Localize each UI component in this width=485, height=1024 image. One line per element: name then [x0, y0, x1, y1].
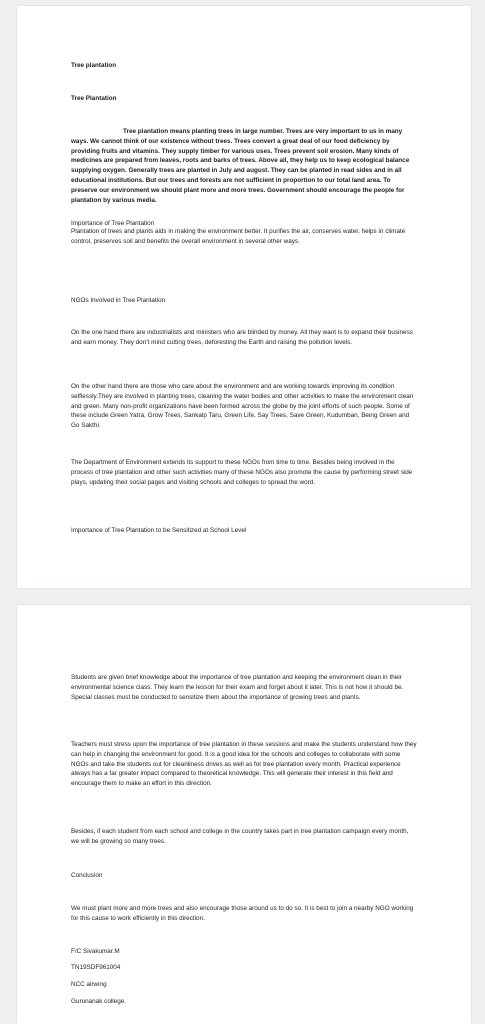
school-paragraph-3: Besides, if each student from each school and college in the country takes part in tree plantation campaign every month, we will be growing so many trees.	[71, 828, 409, 845]
heading-conclusion: Conclusion	[71, 872, 103, 879]
heading-importance: Importance of Tree Plantation	[71, 220, 155, 227]
intro-paragraph: Tree plantation means planting trees in large number. Trees are very important to us in many ways. We cannot think of our existence without trees. Trees convert a great deal of our food deficiency by providing fruits and vitamins. They supply timber for various uses. Trees prevent soil erosion. Many kinds of medicines are prepared from leaves, roots and barks of trees. Above all, they help us to keep ecological balance supplying oxygen. Generally trees are planted in July and august. They can be planted in read sides and in all educational institutions. But our trees and forests are not sufficient in proportion to our total land area. To preserve our environment we should plant more and more trees. Government should encourage the people for plantation by various media.	[71, 128, 410, 204]
importance-body: Plantation of trees and plants aids in making the environment better. It purifies the air, conserves water, helps in climate control, preserves soil and benefits the overall environment in several other ways.	[71, 228, 406, 245]
doc-subtitle: Tree Plantation	[71, 95, 117, 102]
ngo-paragraph-3: The Department of Environment extends its support to these NGOs from time to time. Besides being involved in the process of tree plantation and other such activities many of these NGOs also promote the cause by performing street side plays, updating their social pages and visiting schools and colleges to spread the word.	[71, 459, 413, 486]
conclusion-paragraph: We must plant more and more trees and also encourage those around us to do so. It is best to join a nearby NGO working for this cause to work efficiently in this direction.	[71, 905, 414, 922]
document-page-2	[17, 605, 471, 1024]
ngo-paragraph-2: On the other hand there are those who care about the environment and are working towards improving its condition selflessly.They are involved in planting trees, cleaning the water bodies and other activities to make the environment clean and green. Many non-profit organizations have been formed across the globe by the joint efforts of such people. Some of these include Green Yatra, Grow Trees, Sankalp Taru, Green Life, Say Trees, Save Green, Kudumban, Being Green and Go Sakthi.	[71, 383, 414, 430]
school-paragraph-2: Teachers must stress upon the importance of tree plantation in these sessions and make the students understand how they can help in changing the environment for good. It is a good idea for the schools and colleges to collaborate with some NGOs and take the students out for cleanliness drives as well as for tree plantation every month. Practical experience always has a far greater impact compared to theoretical knowledge. This will generate their interest in this field and encourage them to make an effort in this direction.	[71, 741, 417, 788]
author-unit: NCC airwing	[71, 981, 107, 988]
heading-school: Importance of Tree Plantation to be Sensitized at School Level	[71, 527, 247, 534]
document-page-1	[17, 6, 471, 588]
ngo-paragraph-1: On the one hand there are industrialists and ministers who are blinded by money. All they want is to expand their business and earn money. They don’t mind cutting trees, deforesting the Earth and raising the pollution levels.	[71, 329, 413, 346]
author-name: F/C Sivakumar.M	[71, 948, 120, 955]
author-id: TN19SDF961004	[71, 964, 121, 971]
author-college: Gurunanak college.	[71, 998, 127, 1005]
doc-title: Tree plantation	[71, 62, 117, 69]
heading-ngos: NGOs Involved in Tree Plantation	[71, 297, 166, 304]
school-paragraph-1: Students are given brief knowledge about the importance of tree plantation and keeping the environment clean in their environmental science class. They learn the lesson for their exam and forget about it later. This is not how it should be. Special classes must be conducted to sensitize them about the importance of growing trees and plants.	[71, 674, 404, 701]
